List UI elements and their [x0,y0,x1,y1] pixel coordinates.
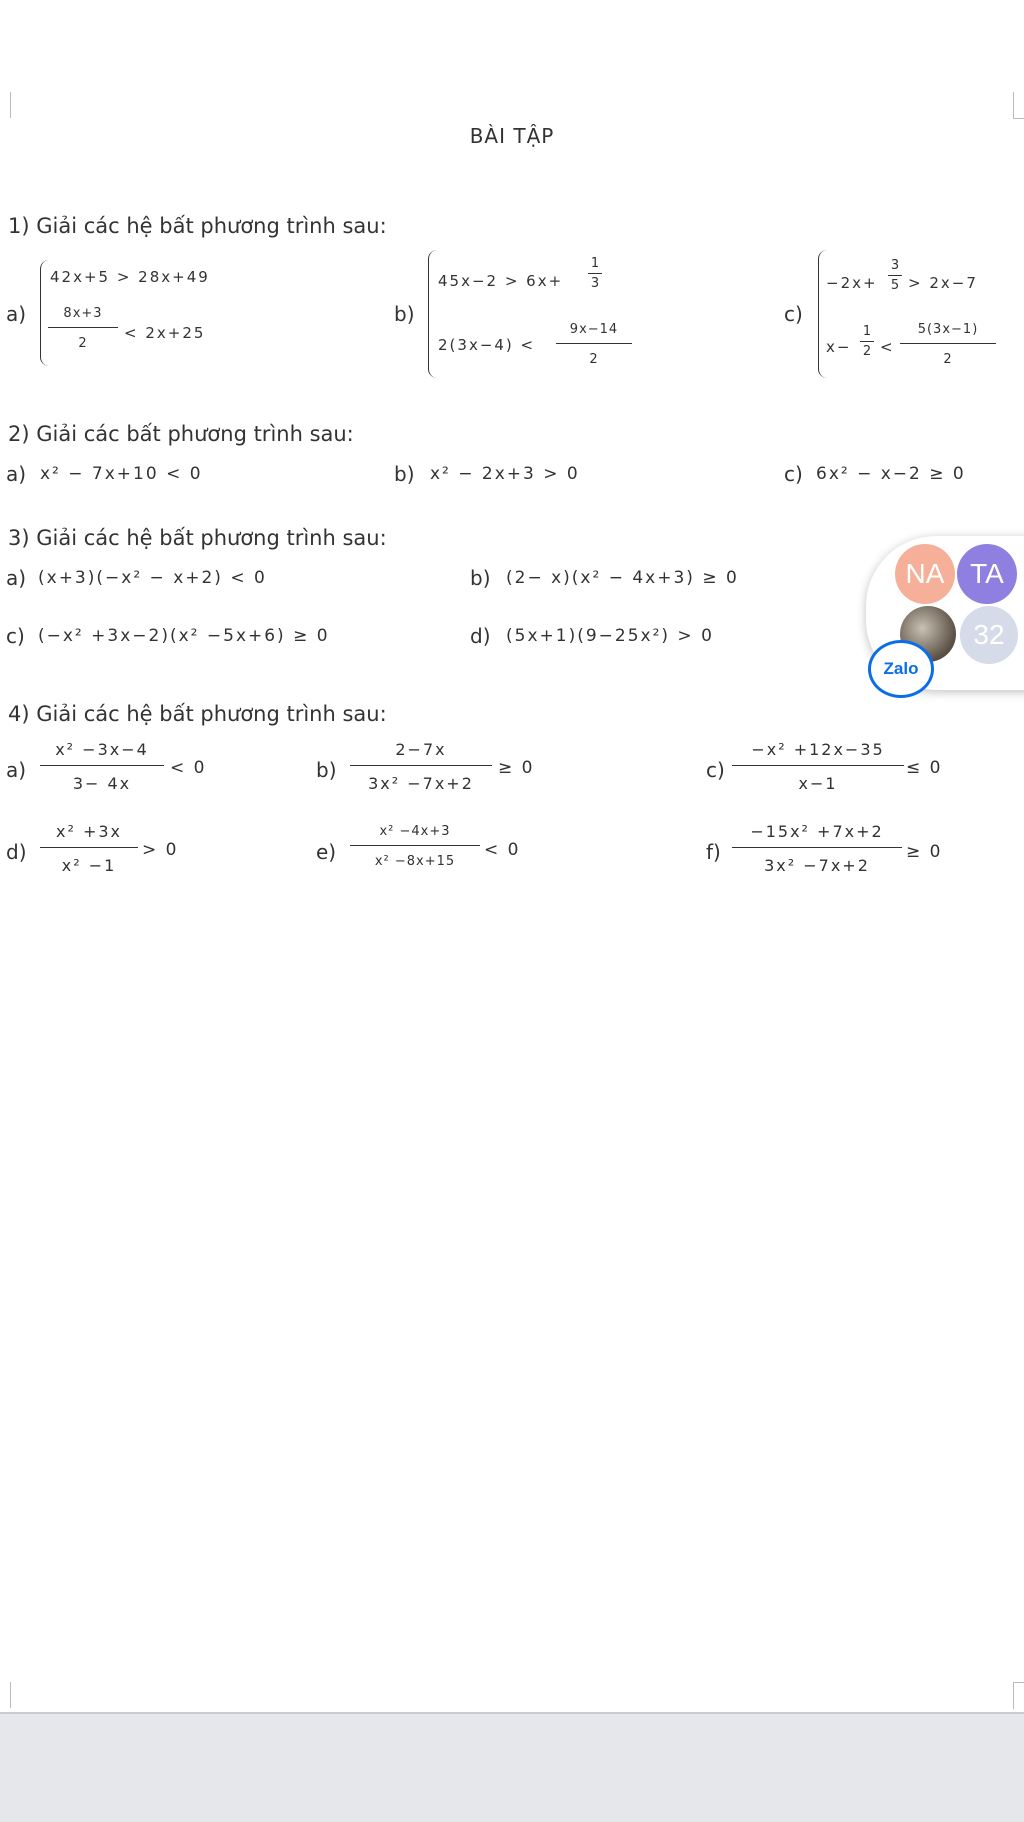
frac-1a-num: 8x+3 [48,306,118,328]
label-4b: b) [316,758,337,782]
label-1a: a) [6,302,27,326]
eq-1b-line2: 2(3x−4) < [438,336,536,354]
section-2-heading: 2) Giải các bất phương trình sau: [8,422,354,446]
frac-4d-num: x² +3x [40,822,138,848]
frac-1b-den: 2 [589,352,599,367]
label-3d: d) [470,624,491,648]
frac-1b [556,322,632,367]
eq-1c-line1-a: −2x+ [826,274,878,292]
eq-2b: x² − 2x+3 > 0 [430,464,580,484]
frac-1c-small-1 [888,258,902,293]
label-3c: c) [6,624,25,648]
label-2a: a) [6,462,27,486]
frac-4b [350,740,492,793]
frac-4a-den: 3− 4x [72,774,132,793]
frac-4c-num: −x² +12x−35 [732,740,904,766]
system-brace [818,250,827,378]
eq-1a-line1: 42x+5 > 28x+49 [50,268,210,286]
frac-4c-den: x−1 [798,774,838,793]
frac-4f [732,822,902,875]
label-3a: a) [6,566,27,590]
eq-1b-line1: 45x−2 > 6x+ [438,272,564,290]
label-3b: b) [470,566,491,590]
eq-3b: (2− x)(x² − 4x+3) ≥ 0 [506,568,739,588]
frac-4f-den: 3x² −7x+2 [764,856,870,875]
frac-4e [350,824,480,869]
label-1b: b) [394,302,415,326]
frac-1c [900,322,996,367]
frac-1c-small-1-den: 5 [890,278,900,293]
label-4f: f) [706,840,721,864]
frac-1c-small-2 [860,324,874,359]
eq-3c: (−x² +3x−2)(x² −5x+6) ≥ 0 [38,626,330,646]
rel-4d: > 0 [142,840,179,860]
frac-4e-den: x² −8x+15 [374,854,456,869]
eq-2c: 6x² − x−2 ≥ 0 [816,464,966,484]
page-corner-mark [1013,1682,1024,1709]
frac-4c [732,740,904,793]
frac-1a [48,306,118,351]
unread-count-badge[interactable]: 32 [960,606,1018,664]
frac-1c-num: 5(3x−1) [900,322,996,344]
label-2c: c) [784,462,803,486]
eq-1c-line2-b: < [880,338,895,356]
frac-4a [40,740,164,793]
eq-3d: (5x+1)(9−25x²) > 0 [506,626,714,646]
label-1c: c) [784,302,803,326]
bottom-bar [0,1712,1024,1822]
page-corner-mark [0,1682,11,1708]
section-1-heading: 1) Giải các hệ bất phương trình sau: [8,214,387,238]
zalo-logo-icon[interactable]: Zalo [868,640,934,698]
frac-4f-num: −15x² +7x+2 [732,822,902,848]
frac-1c-den: 2 [943,352,953,367]
frac-1b-small-den: 3 [590,276,600,291]
frac-1b-num: 9x−14 [556,322,632,344]
frac-1c-small-2-den: 2 [862,344,872,359]
rel-4b: ≥ 0 [498,758,535,778]
eq-1a-line2-right: < 2x+25 [124,324,206,342]
avatar[interactable]: TA [957,544,1017,604]
frac-1b-small [588,256,602,291]
section-3-heading: 3) Giải các hệ bất phương trình sau: [8,526,387,550]
section-4-heading: 4) Giải các hệ bất phương trình sau: [8,702,387,726]
page-corner-mark [0,92,11,118]
frac-4b-den: 3x² −7x+2 [368,774,474,793]
eq-2a: x² − 7x+10 < 0 [40,464,203,484]
frac-1c-small-2-num: 1 [860,324,874,342]
rel-4a: < 0 [170,758,207,778]
frac-1a-den: 2 [78,336,88,351]
frac-1b-small-num: 1 [588,256,602,274]
label-4a: a) [6,758,27,782]
page-title: BÀI TẬP [469,124,555,148]
rel-4f: ≥ 0 [906,842,943,862]
label-4d: d) [6,840,27,864]
frac-4d [40,822,138,875]
rel-4c: ≤ 0 [906,758,943,778]
page-corner-mark [1013,92,1024,119]
label-4c: c) [706,758,725,782]
system-brace [428,250,437,378]
eq-3a: (x+3)(−x² − x+2) < 0 [38,568,267,588]
frac-1c-small-1-num: 3 [888,258,902,276]
frac-4d-den: x² −1 [61,856,117,875]
label-2b: b) [394,462,415,486]
eq-1c-line1-b: > 2x−7 [908,274,978,292]
frac-4a-num: x² −3x−4 [40,740,164,766]
frac-4b-num: 2−7x [350,740,492,766]
avatar[interactable]: NA [895,544,955,604]
frac-4e-num: x² −4x+3 [350,824,480,846]
rel-4e: < 0 [484,840,521,860]
eq-1c-line2-a: x− [826,338,852,356]
label-4e: e) [316,840,337,864]
